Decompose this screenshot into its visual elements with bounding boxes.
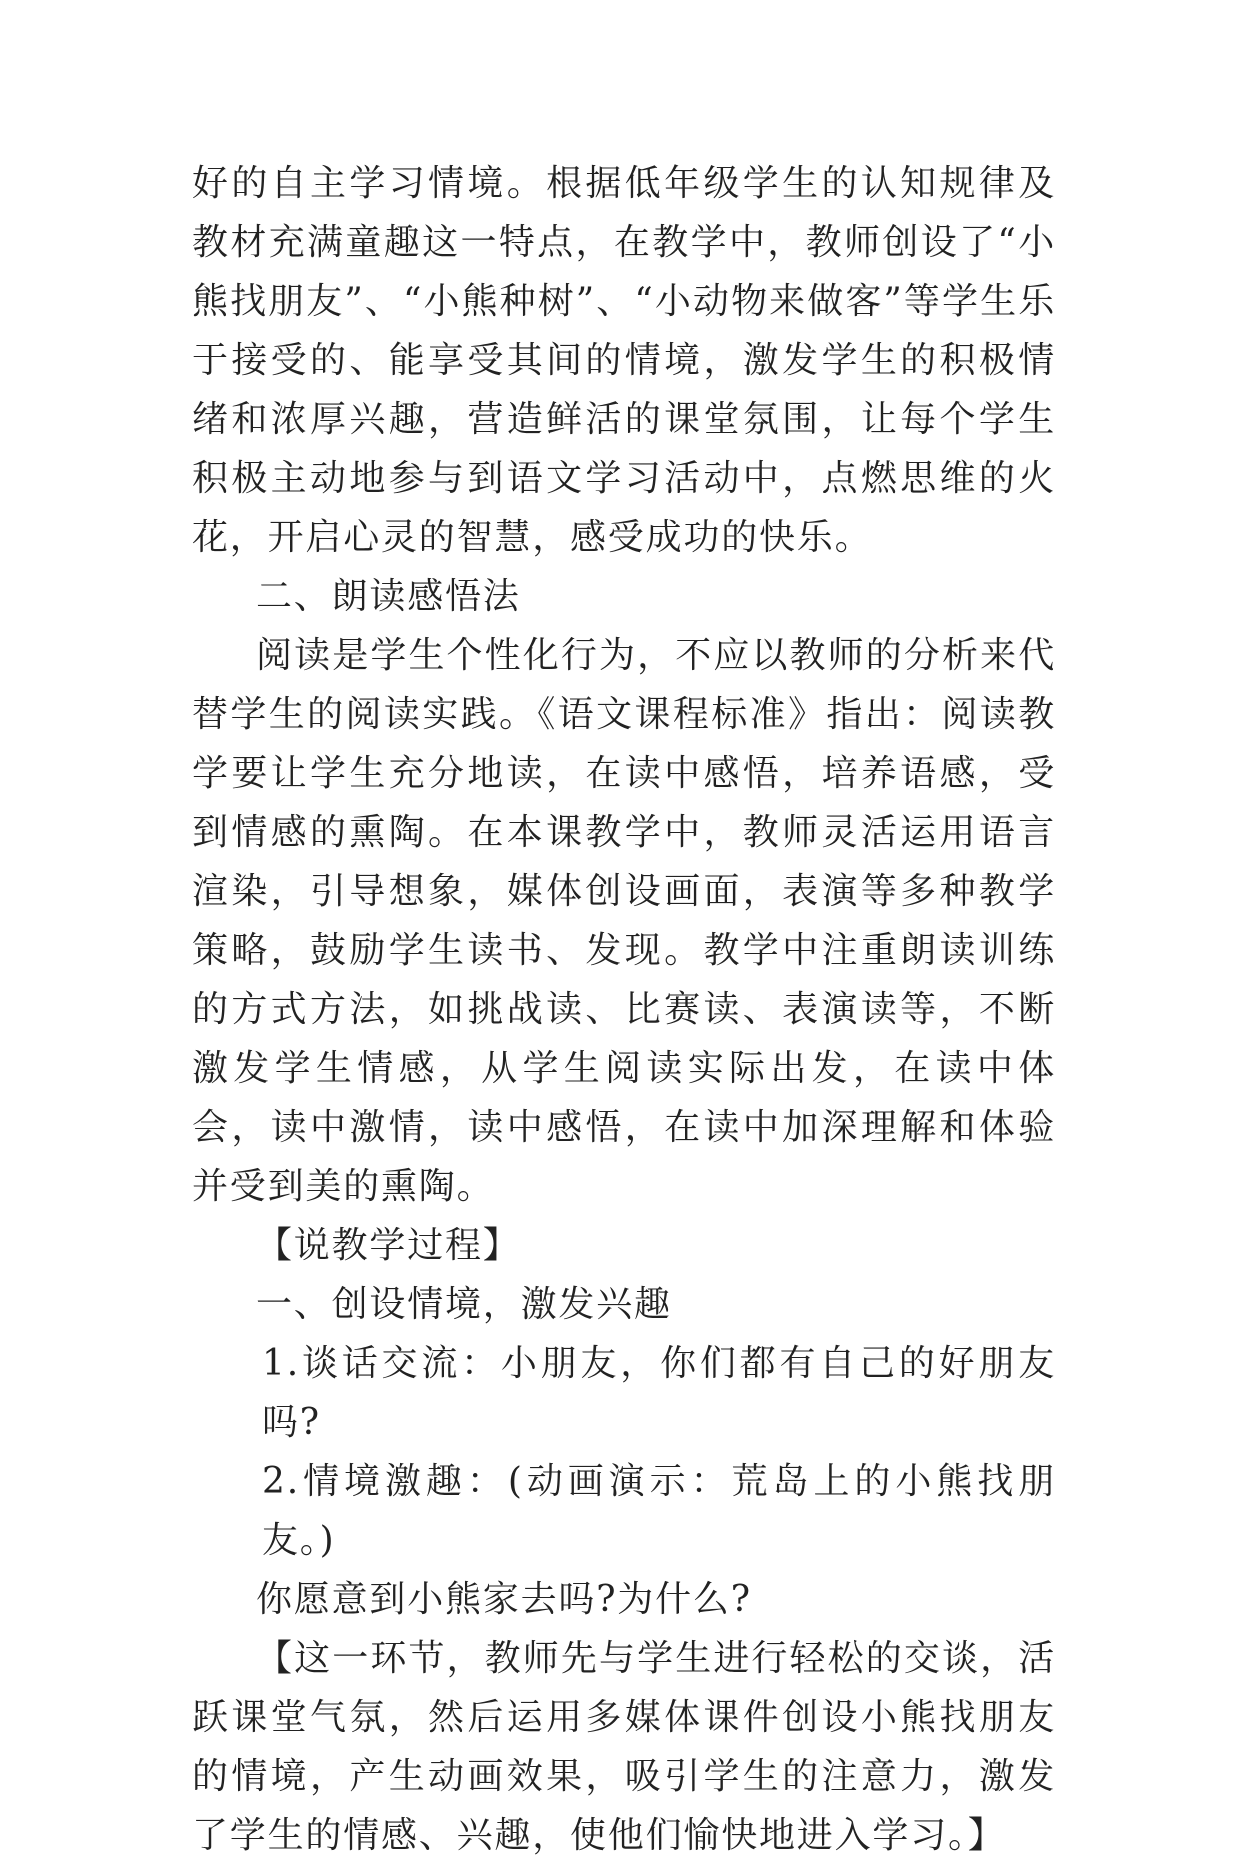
paragraph-question: 你愿意到小熊家去吗?为什么? xyxy=(256,1579,752,1620)
paragraph-reading-method: 阅读是学生个性化行为，不应以教师的分析来代替学生的阅读实践。《语文课程标准》指出：阅读教学要让学生充分地读，在读中感悟，培养语感，受到情感的熏陶。在本课教学中，教师灵活运用语言渲染，引导想象，媒体创设画面，表演等多种教学策略，鼓励学生读书、发现。教学中注重朗读训练的方式方法，如挑战读、比赛读、表演读等，不断激发学生情感，从学生阅读实际出发，在读中体会，读中激情，读中感悟，在读中加深理解和体验并受到美的熏陶。 xyxy=(192,635,1056,1207)
list-item-conversation: 1.谈话交流：小朋友，你们都有自己的好朋友吗? xyxy=(262,1343,1056,1443)
document-body xyxy=(192,154,1056,1865)
paragraph-commentary: 【这一环节，教师先与学生进行轻松的交谈，活跃课堂气氛，然后运用多媒体课件创设小熊找朋友的情境，产生动画效果，吸引学生的注意力，激发了学生的情感、兴趣，使他们愉快地进入学习。】 xyxy=(192,1638,1056,1856)
subheading-create-situation: 一、创设情境，激发兴趣 xyxy=(256,1284,672,1325)
section-heading-teaching-process: 【说教学过程】 xyxy=(256,1225,521,1266)
paragraph-context-intro: 好的自主学习情境。根据低年级学生的认知规律及教材充满童趣这一特点，在教学中，教师创设了“小熊找朋友”、“小熊种树”、“小动物来做客”等学生乐于接受的、能享受其间的情境，激发学生的积极情绪和浓厚兴趣，营造鲜活的课堂氛围，让每个学生积极主动地参与到语文学习活动中，点燃思维的火花，开启心灵的智慧，感受成功的快乐。 xyxy=(192,163,1056,558)
section-heading-reading-method: 二、朗读感悟法 xyxy=(256,576,521,617)
list-item-animation: 2.情境激趣：(动画演示：荒岛上的小熊找朋友。) xyxy=(262,1461,1056,1561)
